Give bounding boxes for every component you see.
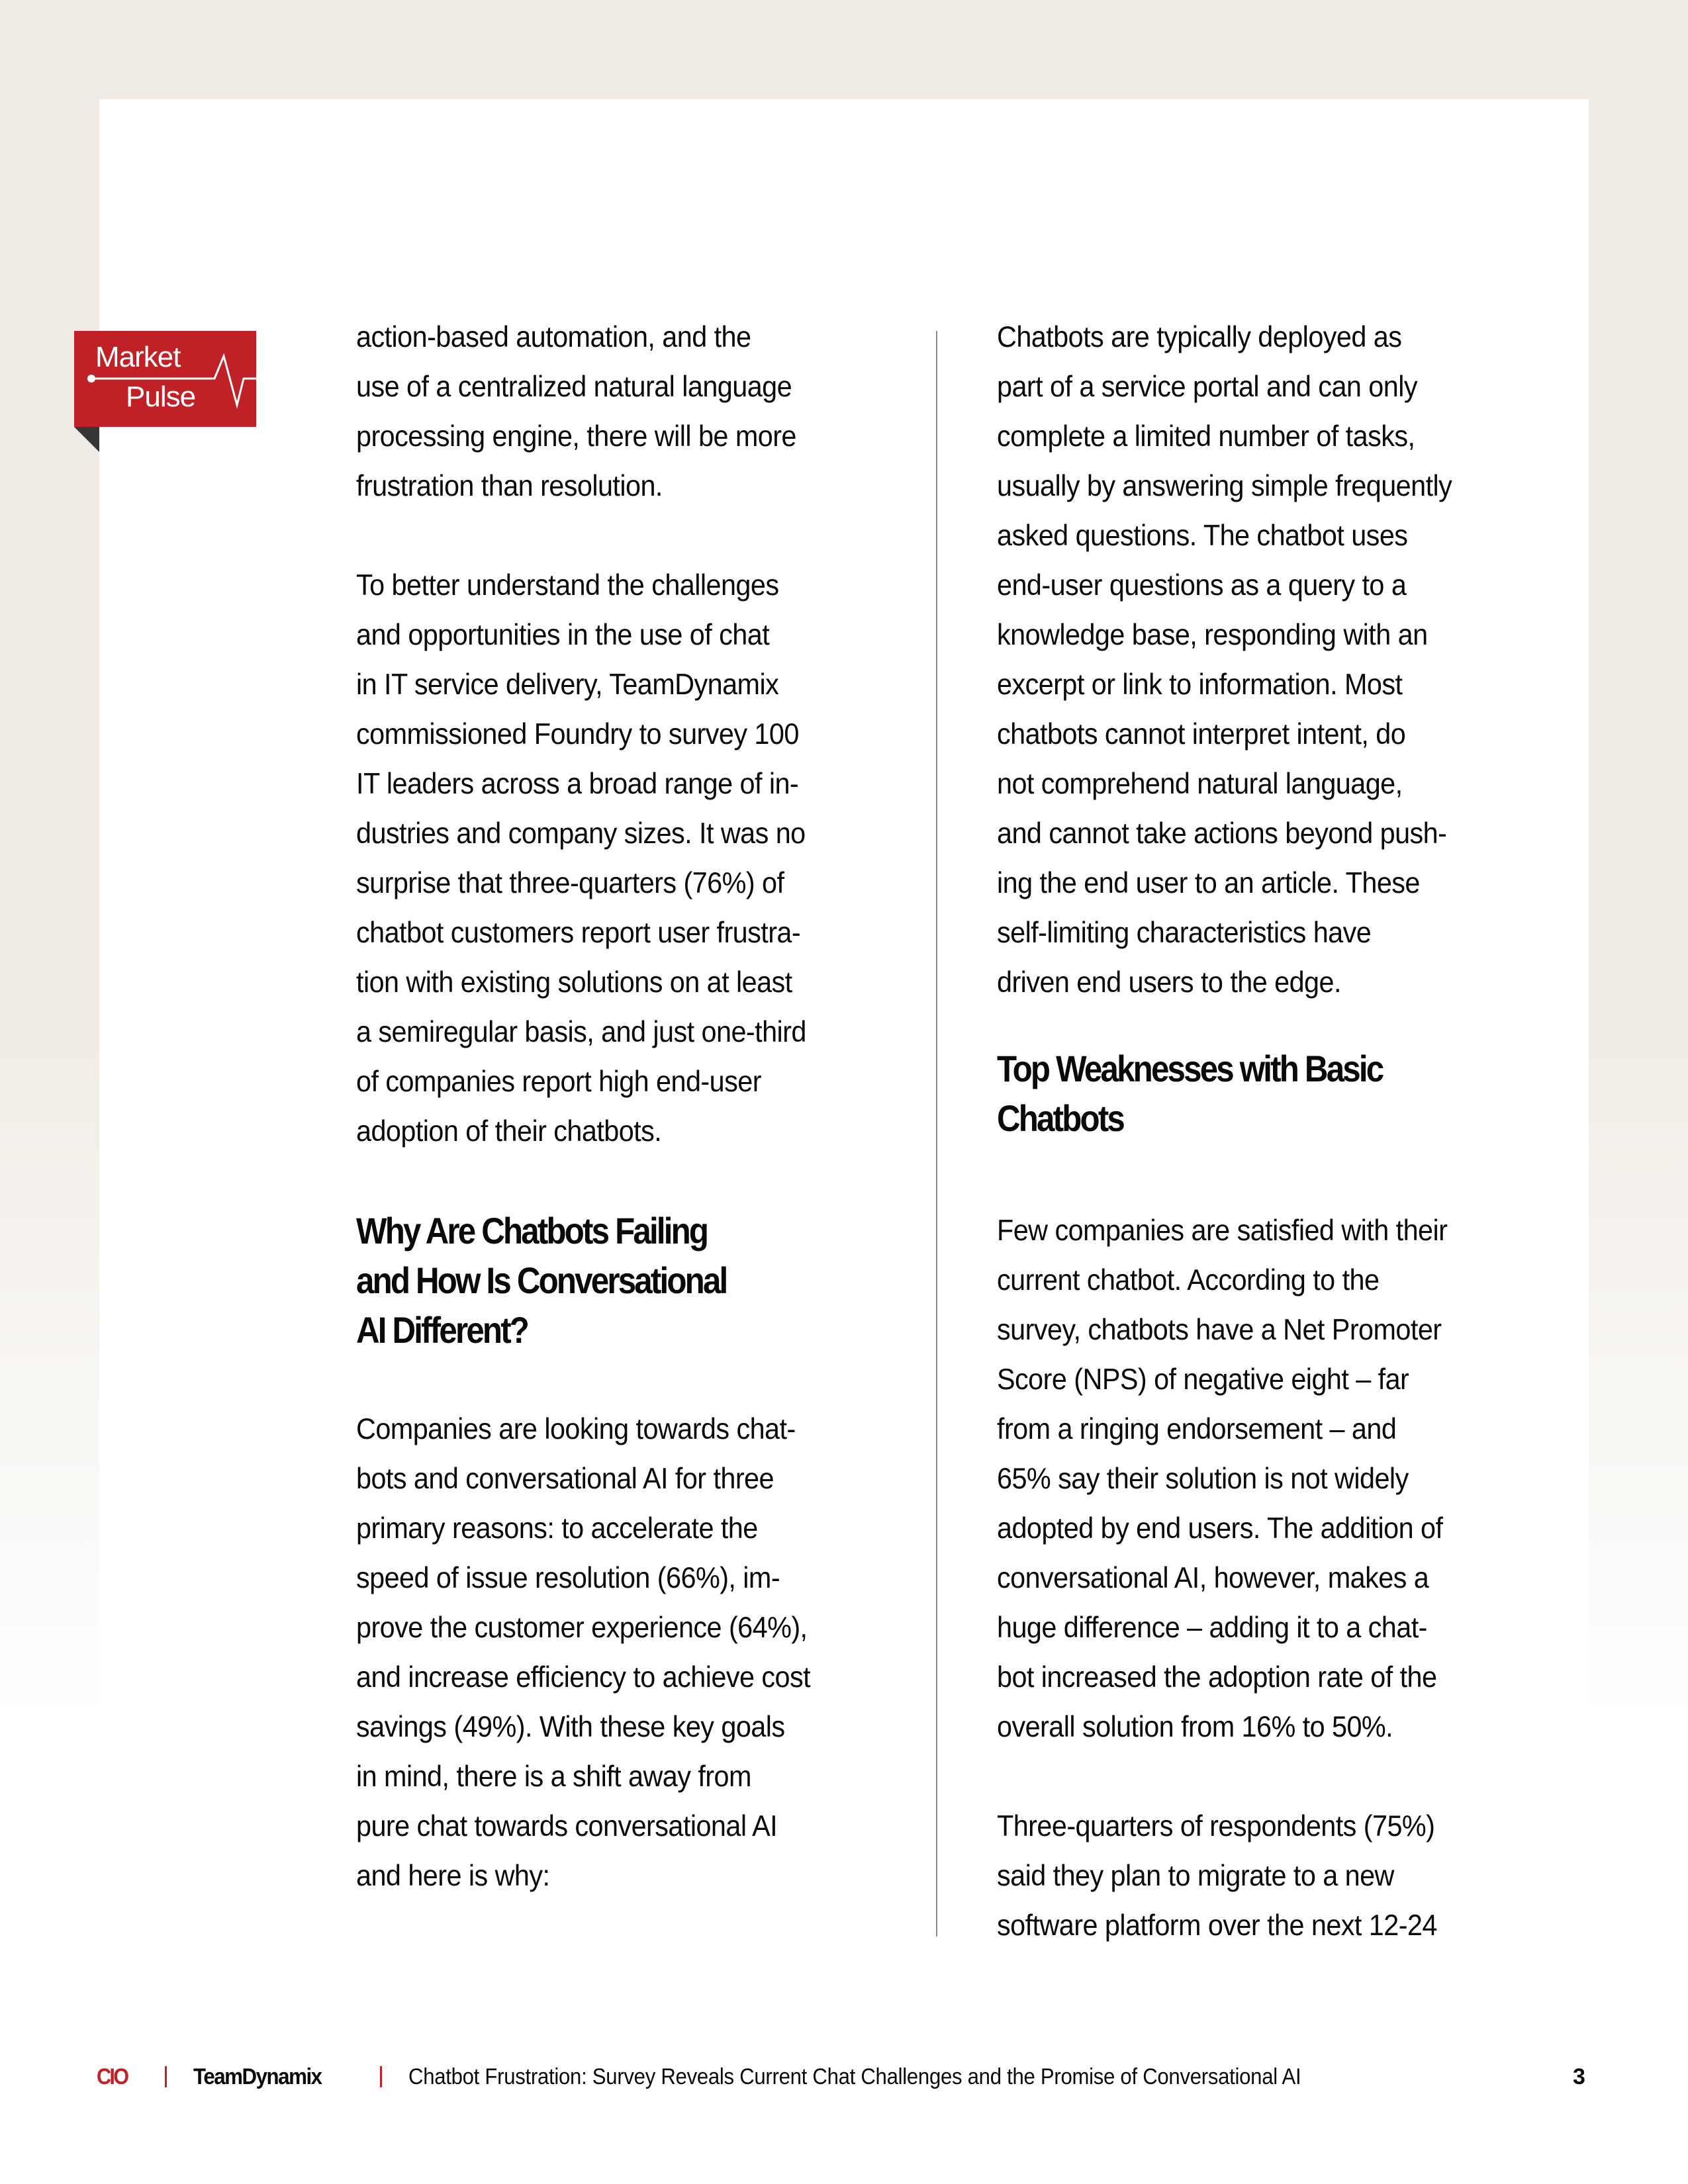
text-line: Chatbots are typically deployed as — [997, 321, 1402, 353]
text-line: adopted by end users. The addition of — [997, 1512, 1443, 1545]
text-line: chatbots cannot interpret intent, do — [997, 718, 1406, 751]
right-paragraph-2 — [997, 1206, 1566, 1752]
text-line: a semiregular basis, and just one-third — [356, 1016, 806, 1048]
right-paragraph-3 — [997, 1801, 1566, 1950]
left-paragraph-1 — [356, 312, 906, 511]
text-line: in IT service delivery, TeamDynamix — [356, 668, 779, 701]
right-column — [997, 312, 1566, 1950]
text-line: huge difference – adding it to a chat- — [997, 1612, 1427, 1644]
text-line: driven end users to the edge. — [997, 966, 1341, 999]
section-heading-top-weaknesses: Top Weaknesses with Basic Chatbots — [997, 1048, 1383, 1139]
text-line: tion with existing solutions on at least — [356, 966, 792, 999]
text-line: adoption of their chatbots. — [356, 1115, 662, 1148]
text-line: and here is why: — [356, 1860, 550, 1892]
text-line: prove the customer experience (64%), — [356, 1612, 808, 1644]
text-line: usually by answering simple frequently — [997, 470, 1452, 502]
text-line: primary reasons: to accelerate the — [356, 1512, 758, 1545]
badge-label-market: Market — [95, 341, 181, 373]
text-line: bots and conversational AI for three — [356, 1463, 774, 1495]
text-line: said they plan to migrate to a new — [997, 1860, 1394, 1892]
text-line: bot increased the adoption rate of the — [997, 1661, 1437, 1694]
section-heading-why-chatbots-failing: Why Are Chatbots Failing and How Is Conversational AI Different? — [356, 1210, 727, 1351]
text-line: commissioned Foundry to survey 100 — [356, 718, 799, 751]
text-line: surprise that three-quarters (76%) of — [356, 867, 784, 899]
text-line: complete a limited number of tasks, — [997, 420, 1415, 453]
badge-label-pulse: Pulse — [126, 381, 196, 413]
brand-logo-teamdynamix: TeamDynamix — [193, 2064, 322, 2089]
text-line: software platform over the next 12-24 — [997, 1909, 1437, 1942]
text-line: not comprehend natural language, — [997, 768, 1403, 800]
text-line: ing the end user to an article. These — [997, 867, 1420, 899]
page-number: 3 — [1573, 2064, 1585, 2089]
text-line: current chatbot. According to the — [997, 1264, 1380, 1297]
page-footer — [0, 2057, 1688, 2097]
text-line: conversational AI, however, makes a — [997, 1562, 1429, 1594]
document-title: Chatbot Frustration: Survey Reveals Current Chat Challenges and the Promise of Conversational AI — [408, 2064, 1301, 2089]
text-line: savings (49%). With these key goals — [356, 1711, 785, 1743]
text-line: in mind, there is a shift away from — [356, 1760, 751, 1793]
left-column — [356, 312, 906, 1901]
text-line: pure chat towards conversational AI — [356, 1810, 778, 1843]
right-paragraph-1 — [997, 312, 1566, 1007]
text-line: of companies report high end-user — [356, 1066, 761, 1098]
text-line: and cannot take actions beyond push- — [997, 817, 1447, 850]
text-line: Companies are looking towards chat- — [356, 1413, 796, 1445]
text-line: part of a service portal and can only — [997, 371, 1418, 403]
text-line: from a ringing endorsement – and — [997, 1413, 1397, 1445]
left-paragraph-2 — [356, 561, 906, 1156]
text-line: self-limiting characteristics have — [997, 917, 1372, 949]
text-line: IT leaders across a broad range of in- — [356, 768, 799, 800]
text-line: Few companies are satisfied with their — [997, 1214, 1448, 1247]
text-line: use of a centralized natural language — [356, 371, 792, 403]
footer-separator — [165, 2066, 167, 2087]
text-line: Score (NPS) of negative eight – far — [997, 1363, 1409, 1396]
text-line: frustration than resolution. — [356, 470, 663, 502]
text-line: and increase efficiency to achieve cost — [356, 1661, 811, 1694]
text-line: survey, chatbots have a Net Promoter — [997, 1314, 1442, 1346]
text-line: processing engine, there will be more — [356, 420, 796, 453]
left-paragraph-3 — [356, 1404, 906, 1901]
text-line: speed of issue resolution (66%), im- — [356, 1562, 780, 1594]
text-line: overall solution from 16% to 50%. — [997, 1711, 1393, 1743]
text-line: and opportunities in the use of chat — [356, 619, 770, 651]
text-line: knowledge base, responding with an — [997, 619, 1428, 651]
footer-separator — [380, 2066, 382, 2087]
badge-fold-icon — [74, 427, 99, 452]
text-line: To better understand the challenges — [356, 569, 779, 602]
publication-logo-cio: CIO — [97, 2064, 128, 2089]
text-line: Three-quarters of respondents (75%) — [997, 1810, 1435, 1843]
column-divider — [936, 331, 937, 1936]
market-pulse-badge — [74, 331, 256, 427]
text-line: excerpt or link to information. Most — [997, 668, 1403, 701]
text-line: asked questions. The chatbot uses — [997, 520, 1408, 552]
text-line: dustries and company sizes. It was no — [356, 817, 806, 850]
text-line: action-based automation, and the — [356, 321, 751, 353]
text-line: end-user questions as a query to a — [997, 569, 1407, 602]
text-line: chatbot customers report user frustra- — [356, 917, 801, 949]
text-line: 65% say their solution is not widely — [997, 1463, 1409, 1495]
